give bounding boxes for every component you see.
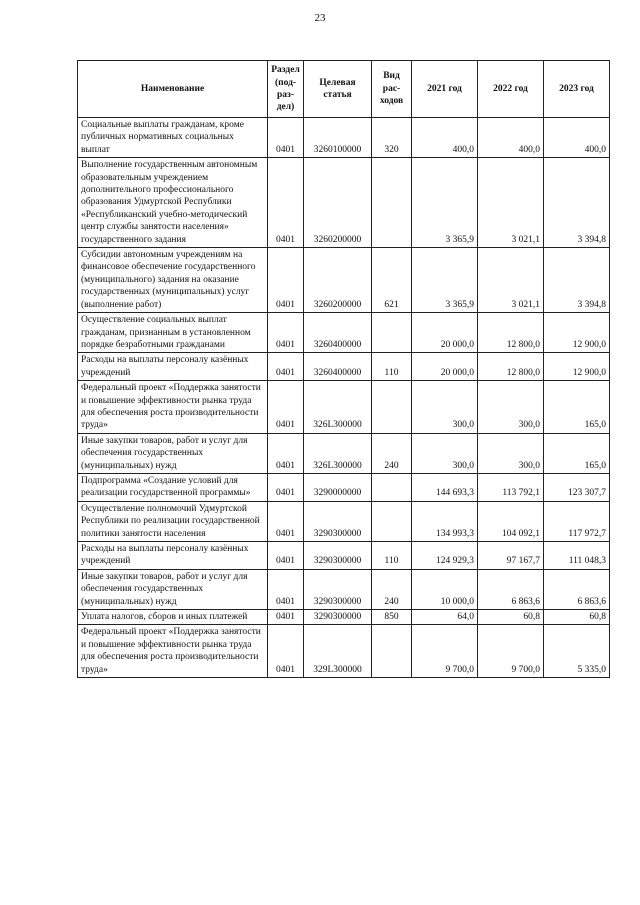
row-target: 3290300000 [304, 501, 372, 541]
row-target: 326L300000 [304, 433, 372, 473]
row-2023: 3 394,8 [544, 248, 610, 313]
row-2021: 10 000,0 [412, 569, 478, 609]
row-type [372, 625, 412, 678]
row-name: Расходы на выплаты персоналу казённых учреждений [78, 542, 268, 570]
row-type [372, 381, 412, 434]
row-section: 0401 [268, 542, 304, 570]
row-target: 3260200000 [304, 248, 372, 313]
row-section: 0401 [268, 433, 304, 473]
row-2021: 3 365,9 [412, 158, 478, 248]
row-2022: 300,0 [478, 433, 544, 473]
table-row [78, 433, 610, 473]
row-2023: 12 900,0 [544, 313, 610, 353]
row-2021: 400,0 [412, 118, 478, 158]
header-section: Раздел (под-раз-дел) [268, 61, 304, 118]
row-2023: 3 394,8 [544, 158, 610, 248]
row-type: 621 [372, 248, 412, 313]
row-2023: 400,0 [544, 118, 610, 158]
row-target: 3260100000 [304, 118, 372, 158]
table-row [78, 610, 610, 625]
row-2023: 165,0 [544, 381, 610, 434]
row-2021: 20 000,0 [412, 313, 478, 353]
row-2022: 300,0 [478, 381, 544, 434]
row-name: Выполнение государственным автономным образовательным учреждением дополнительного профессионального образования Удмуртской Республики «Республиканский учебно-методический центр службы занятости населения» государственного задания [78, 158, 268, 248]
row-section: 0401 [268, 473, 304, 501]
table-row [78, 118, 610, 158]
row-2023: 123 307,7 [544, 473, 610, 501]
table-header-row [78, 61, 610, 118]
row-target: 326L300000 [304, 381, 372, 434]
row-name: Федеральный проект «Поддержка занятости и повышение эффективности рынка труда для обеспечения роста производительности труда» [78, 625, 268, 678]
row-2023: 111 048,3 [544, 542, 610, 570]
table-row [78, 353, 610, 381]
row-name: Социальные выплаты гражданам, кроме публичных нормативных социальных выплат [78, 118, 268, 158]
row-section: 0401 [268, 501, 304, 541]
row-2022: 9 700,0 [478, 625, 544, 678]
row-section: 0401 [268, 248, 304, 313]
row-type [372, 158, 412, 248]
row-2021: 64,0 [412, 610, 478, 625]
page-number: 23 [314, 12, 326, 24]
header-2022: 2022 год [478, 61, 544, 118]
row-2021: 134 993,3 [412, 501, 478, 541]
row-2022: 12 800,0 [478, 353, 544, 381]
row-section: 0401 [268, 313, 304, 353]
row-2021: 20 000,0 [412, 353, 478, 381]
row-2023: 6 863,6 [544, 569, 610, 609]
table-row [78, 501, 610, 541]
budget-table [77, 60, 610, 678]
row-type [372, 473, 412, 501]
row-section: 0401 [268, 353, 304, 381]
row-type: 320 [372, 118, 412, 158]
row-section: 0401 [268, 569, 304, 609]
row-name: Иные закупки товаров, работ и услуг для обеспечения государственных (муниципальных) нужд [78, 569, 268, 609]
table-row [78, 381, 610, 434]
row-2021: 144 693,3 [412, 473, 478, 501]
row-type: 850 [372, 610, 412, 625]
header-2023: 2023 год [544, 61, 610, 118]
row-target: 3290300000 [304, 542, 372, 570]
row-name: Осуществление полномочий Удмуртской Республики по реализации государственной политики занятости населения [78, 501, 268, 541]
row-2021: 3 365,9 [412, 248, 478, 313]
header-target: Целевая статья [304, 61, 372, 118]
table-row [78, 625, 610, 678]
row-2023: 60,8 [544, 610, 610, 625]
row-2022: 400,0 [478, 118, 544, 158]
table-row [78, 473, 610, 501]
row-target: 3260400000 [304, 313, 372, 353]
row-2023: 117 972,7 [544, 501, 610, 541]
row-2022: 6 863,6 [478, 569, 544, 609]
row-type [372, 501, 412, 541]
row-type: 240 [372, 433, 412, 473]
row-type: 240 [372, 569, 412, 609]
row-2022: 3 021,1 [478, 158, 544, 248]
row-section: 0401 [268, 158, 304, 248]
row-name: Расходы на выплаты персоналу казённых учреждений [78, 353, 268, 381]
row-2022: 104 092,1 [478, 501, 544, 541]
row-2021: 300,0 [412, 381, 478, 434]
table-row [78, 158, 610, 248]
row-name: Федеральный проект «Поддержка занятости и повышение эффективности рынка труда для обеспечения роста производительности труда» [78, 381, 268, 434]
table-row [78, 313, 610, 353]
row-2022: 97 167,7 [478, 542, 544, 570]
table-row [78, 542, 610, 570]
row-2021: 300,0 [412, 433, 478, 473]
row-target: 3290000000 [304, 473, 372, 501]
row-name: Иные закупки товаров, работ и услуг для обеспечения государственных (муниципальных) нужд [78, 433, 268, 473]
header-name: Наименование [78, 61, 268, 118]
header-2021: 2021 год [412, 61, 478, 118]
row-2021: 124 929,3 [412, 542, 478, 570]
row-section: 0401 [268, 381, 304, 434]
row-2022: 12 800,0 [478, 313, 544, 353]
row-target: 3260200000 [304, 158, 372, 248]
row-target: 3290300000 [304, 569, 372, 609]
table-row [78, 569, 610, 609]
row-target: 3290300000 [304, 610, 372, 625]
row-name: Уплата налогов, сборов и иных платежей [78, 610, 268, 625]
row-target: 3260400000 [304, 353, 372, 381]
row-type [372, 313, 412, 353]
row-2022: 3 021,1 [478, 248, 544, 313]
row-section: 0401 [268, 118, 304, 158]
row-section: 0401 [268, 625, 304, 678]
row-type: 110 [372, 353, 412, 381]
row-2022: 60,8 [478, 610, 544, 625]
row-target: 329L300000 [304, 625, 372, 678]
row-section: 0401 [268, 610, 304, 625]
row-type: 110 [372, 542, 412, 570]
row-2023: 5 335,0 [544, 625, 610, 678]
row-2021: 9 700,0 [412, 625, 478, 678]
header-type: Вид рас-ходов [372, 61, 412, 118]
row-2023: 12 900,0 [544, 353, 610, 381]
row-name: Субсидии автономным учреждениям на финансовое обеспечение государственного (муниципального) задания на оказание государственных (муниципальных) услуг (выполнение работ) [78, 248, 268, 313]
row-name: Подпрограмма «Создание условий для реализации государственной программы» [78, 473, 268, 501]
row-2023: 165,0 [544, 433, 610, 473]
row-name: Осуществление социальных выплат гражданам, признанным в установленном порядке безработными гражданами [78, 313, 268, 353]
row-2022: 113 792,1 [478, 473, 544, 501]
table-row [78, 248, 610, 313]
